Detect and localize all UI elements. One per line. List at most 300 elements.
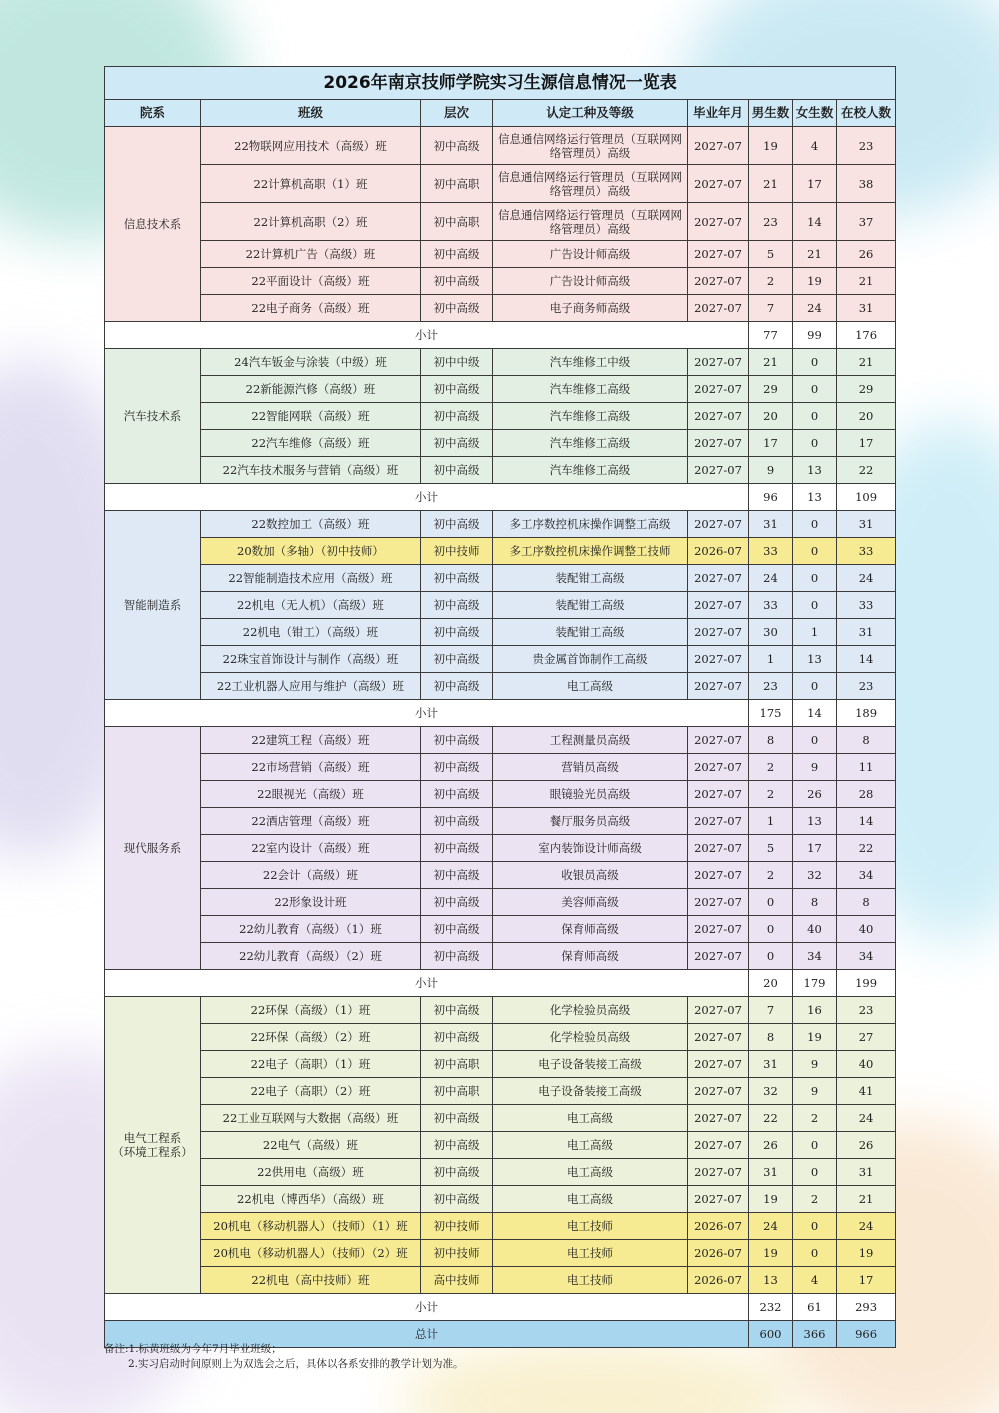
graduation-date-cell: 2027-07 <box>688 268 749 295</box>
female-count-cell: 0 <box>793 538 837 565</box>
subtotal-total: 189 <box>837 700 896 727</box>
subtotal-male: 20 <box>749 970 793 997</box>
table-row <box>105 1051 896 1078</box>
subtotal-row <box>105 1294 896 1321</box>
subtotal-male: 175 <box>749 700 793 727</box>
male-count-cell: 7 <box>749 997 793 1024</box>
total-count-cell: 26 <box>837 241 896 268</box>
class-name-cell: 22物联网应用技术（高级）班 <box>201 127 421 165</box>
certification-cell: 电工高级 <box>493 673 688 700</box>
class-name-cell: 20机电（移动机器人）（技师）（1）班 <box>201 1213 421 1240</box>
class-name-cell: 22计算机广告（高级）班 <box>201 241 421 268</box>
table-row <box>105 727 896 754</box>
male-count-cell: 8 <box>749 1024 793 1051</box>
female-count-cell: 13 <box>793 457 837 484</box>
class-name-cell: 22眼视光（高级）班 <box>201 781 421 808</box>
female-count-cell: 17 <box>793 835 837 862</box>
certification-cell: 电子商务师高级 <box>493 295 688 322</box>
subtotal-label: 小计 <box>105 484 749 511</box>
graduation-date-cell: 2027-07 <box>688 1132 749 1159</box>
female-count-cell: 0 <box>793 349 837 376</box>
table-row <box>105 754 896 781</box>
male-count-cell: 24 <box>749 1213 793 1240</box>
level-cell: 初中高级 <box>421 127 493 165</box>
note-1: 备注:1.标黄班级为今年7月毕业班级； <box>104 1343 282 1355</box>
class-name-cell: 22汽车维修（高级）班 <box>201 430 421 457</box>
total-count-cell: 31 <box>837 511 896 538</box>
certification-cell: 保育师高级 <box>493 916 688 943</box>
subtotal-row <box>105 322 896 349</box>
female-count-cell: 0 <box>793 1159 837 1186</box>
certification-cell: 电工高级 <box>493 1132 688 1159</box>
level-cell: 初中技师 <box>421 1240 493 1267</box>
graduation-date-cell: 2026-07 <box>688 538 749 565</box>
certification-cell: 汽车维修工高级 <box>493 430 688 457</box>
certification-cell: 装配钳工高级 <box>493 592 688 619</box>
certification-cell: 美容师高级 <box>493 889 688 916</box>
total-count-cell: 11 <box>837 754 896 781</box>
table-row <box>105 1240 896 1267</box>
subtotal-female: 14 <box>793 700 837 727</box>
total-count-cell: 40 <box>837 916 896 943</box>
subtotal-female: 61 <box>793 1294 837 1321</box>
class-name-cell: 22形象设计班 <box>201 889 421 916</box>
graduation-date-cell: 2027-07 <box>688 403 749 430</box>
female-count-cell: 0 <box>793 403 837 430</box>
subtotal-female: 99 <box>793 322 837 349</box>
female-count-cell: 9 <box>793 754 837 781</box>
class-name-cell: 22电子（高职）（2）班 <box>201 1078 421 1105</box>
table-row <box>105 862 896 889</box>
level-cell: 初中中级 <box>421 349 493 376</box>
male-count-cell: 2 <box>749 781 793 808</box>
level-cell: 初中高级 <box>421 727 493 754</box>
total-count-cell: 33 <box>837 538 896 565</box>
table-row <box>105 511 896 538</box>
total-count-cell: 29 <box>837 376 896 403</box>
class-name-cell: 20机电（移动机器人）（技师）（2）班 <box>201 1240 421 1267</box>
graduation-date-cell: 2027-07 <box>688 1078 749 1105</box>
level-cell: 初中高级 <box>421 1024 493 1051</box>
table-row <box>105 165 896 203</box>
subtotal-row <box>105 970 896 997</box>
subtotal-male: 96 <box>749 484 793 511</box>
class-name-cell: 22机电（博西华）（高级）班 <box>201 1186 421 1213</box>
certification-cell: 电工高级 <box>493 1105 688 1132</box>
male-count-cell: 29 <box>749 376 793 403</box>
total-count-cell: 21 <box>837 268 896 295</box>
class-name-cell: 22电子商务（高级）班 <box>201 295 421 322</box>
level-cell: 初中高级 <box>421 1132 493 1159</box>
total-count-cell: 34 <box>837 862 896 889</box>
graduation-date-cell: 2027-07 <box>688 997 749 1024</box>
class-name-cell: 22工业互联网与大数据（高级）班 <box>201 1105 421 1132</box>
table-row <box>105 127 896 165</box>
certification-cell: 多工序数控机床操作调整工技师 <box>493 538 688 565</box>
certification-cell: 汽车维修工中级 <box>493 349 688 376</box>
female-count-cell: 0 <box>793 1213 837 1240</box>
level-cell: 初中高级 <box>421 997 493 1024</box>
level-cell: 初中高职 <box>421 1078 493 1105</box>
level-cell: 初中高级 <box>421 916 493 943</box>
class-name-cell: 22珠宝首饰设计与制作（高级）班 <box>201 646 421 673</box>
total-count-cell: 20 <box>837 403 896 430</box>
class-name-cell: 22供用电（高级）班 <box>201 1159 421 1186</box>
notes <box>104 1342 464 1372</box>
level-cell: 初中高级 <box>421 1186 493 1213</box>
male-count-cell: 33 <box>749 538 793 565</box>
table-row <box>105 403 896 430</box>
certification-cell: 电工技师 <box>493 1267 688 1294</box>
certification-cell: 电子设备装接工高级 <box>493 1051 688 1078</box>
level-cell: 初中高级 <box>421 1159 493 1186</box>
level-cell: 高中技师 <box>421 1267 493 1294</box>
grand-total-label: 总计 <box>105 1321 749 1348</box>
total-count-cell: 8 <box>837 727 896 754</box>
female-count-cell: 19 <box>793 1024 837 1051</box>
male-count-cell: 7 <box>749 295 793 322</box>
female-count-cell: 40 <box>793 916 837 943</box>
subtotal-total: 109 <box>837 484 896 511</box>
class-name-cell: 22电子（高职）（1）班 <box>201 1051 421 1078</box>
female-count-cell: 0 <box>793 565 837 592</box>
female-count-cell: 9 <box>793 1051 837 1078</box>
female-count-cell: 0 <box>793 1240 837 1267</box>
subtotal-total: 293 <box>837 1294 896 1321</box>
graduation-date-cell: 2027-07 <box>688 349 749 376</box>
table-row <box>105 376 896 403</box>
female-count-cell: 0 <box>793 673 837 700</box>
table-row <box>105 1132 896 1159</box>
total-count-cell: 34 <box>837 943 896 970</box>
total-count-cell: 38 <box>837 165 896 203</box>
graduation-date-cell: 2027-07 <box>688 646 749 673</box>
level-cell: 初中高职 <box>421 165 493 203</box>
col-header-grad: 毕业年月 <box>688 100 749 127</box>
male-count-cell: 17 <box>749 430 793 457</box>
graduation-date-cell: 2027-07 <box>688 127 749 165</box>
male-count-cell: 33 <box>749 592 793 619</box>
female-count-cell: 2 <box>793 1105 837 1132</box>
certification-cell: 电工高级 <box>493 1186 688 1213</box>
level-cell: 初中高级 <box>421 295 493 322</box>
certification-cell: 装配钳工高级 <box>493 565 688 592</box>
table-row <box>105 781 896 808</box>
certification-cell: 广告设计师高级 <box>493 268 688 295</box>
female-count-cell: 0 <box>793 430 837 457</box>
table-row <box>105 943 896 970</box>
male-count-cell: 20 <box>749 403 793 430</box>
total-count-cell: 23 <box>837 673 896 700</box>
graduation-date-cell: 2027-07 <box>688 754 749 781</box>
total-count-cell: 8 <box>837 889 896 916</box>
class-name-cell: 22汽车技术服务与营销（高级）班 <box>201 457 421 484</box>
level-cell: 初中技师 <box>421 1213 493 1240</box>
dept-name-cell: 汽车技术系 <box>105 349 201 484</box>
certification-cell: 电工技师 <box>493 1240 688 1267</box>
male-count-cell: 9 <box>749 457 793 484</box>
level-cell: 初中高职 <box>421 203 493 241</box>
male-count-cell: 26 <box>749 1132 793 1159</box>
level-cell: 初中高级 <box>421 646 493 673</box>
total-count-cell: 24 <box>837 1105 896 1132</box>
col-header-male: 男生数 <box>749 100 793 127</box>
subtotal-row <box>105 484 896 511</box>
graduation-date-cell: 2027-07 <box>688 241 749 268</box>
female-count-cell: 34 <box>793 943 837 970</box>
level-cell: 初中高级 <box>421 268 493 295</box>
total-count-cell: 23 <box>837 127 896 165</box>
class-name-cell: 22幼儿教育（高级）（2）班 <box>201 943 421 970</box>
female-count-cell: 16 <box>793 997 837 1024</box>
graduation-date-cell: 2027-07 <box>688 565 749 592</box>
table-row <box>105 916 896 943</box>
graduation-date-cell: 2026-07 <box>688 1240 749 1267</box>
total-count-cell: 41 <box>837 1078 896 1105</box>
table-row <box>105 241 896 268</box>
col-header-level: 层次 <box>421 100 493 127</box>
class-name-cell: 22新能源汽修（高级）班 <box>201 376 421 403</box>
male-count-cell: 32 <box>749 1078 793 1105</box>
male-count-cell: 5 <box>749 835 793 862</box>
certification-cell: 眼镜验光员高级 <box>493 781 688 808</box>
info-table-sheet <box>104 66 895 1348</box>
level-cell: 初中高级 <box>421 835 493 862</box>
table-row <box>105 1159 896 1186</box>
dept-name-cell: 信息技术系 <box>105 127 201 322</box>
level-cell: 初中高职 <box>421 1051 493 1078</box>
subtotal-label: 小计 <box>105 322 749 349</box>
total-count-cell: 40 <box>837 1051 896 1078</box>
male-count-cell: 31 <box>749 511 793 538</box>
subtotal-label: 小计 <box>105 1294 749 1321</box>
female-count-cell: 19 <box>793 268 837 295</box>
subtotal-total: 176 <box>837 322 896 349</box>
grand-total-female: 366 <box>793 1321 837 1348</box>
level-cell: 初中高级 <box>421 781 493 808</box>
total-count-cell: 23 <box>837 997 896 1024</box>
male-count-cell: 21 <box>749 349 793 376</box>
level-cell: 初中高级 <box>421 1105 493 1132</box>
male-count-cell: 2 <box>749 862 793 889</box>
table-row <box>105 295 896 322</box>
graduation-date-cell: 2027-07 <box>688 1186 749 1213</box>
graduation-date-cell: 2027-07 <box>688 862 749 889</box>
subtotal-male: 77 <box>749 322 793 349</box>
level-cell: 初中高级 <box>421 457 493 484</box>
certification-cell: 信息通信网络运行管理员（互联网网络管理员）高级 <box>493 165 688 203</box>
level-cell: 初中技师 <box>421 538 493 565</box>
table-row <box>105 1105 896 1132</box>
female-count-cell: 0 <box>793 376 837 403</box>
level-cell: 初中高级 <box>421 808 493 835</box>
dept-name-line: 电气工程系 <box>123 1131 182 1145</box>
certification-cell: 信息通信网络运行管理员（互联网网络管理员）高级 <box>493 203 688 241</box>
male-count-cell: 22 <box>749 1105 793 1132</box>
class-name-cell: 22智能制造技术应用（高级）班 <box>201 565 421 592</box>
male-count-cell: 19 <box>749 127 793 165</box>
total-count-cell: 31 <box>837 295 896 322</box>
graduation-date-cell: 2027-07 <box>688 781 749 808</box>
male-count-cell: 21 <box>749 165 793 203</box>
level-cell: 初中高级 <box>421 754 493 781</box>
class-name-cell: 22环保（高级）（1）班 <box>201 997 421 1024</box>
female-count-cell: 13 <box>793 646 837 673</box>
graduation-date-cell: 2027-07 <box>688 916 749 943</box>
level-cell: 初中高级 <box>421 619 493 646</box>
table-row <box>105 430 896 457</box>
female-count-cell: 0 <box>793 511 837 538</box>
class-name-cell: 22会计（高级）班 <box>201 862 421 889</box>
male-count-cell: 1 <box>749 808 793 835</box>
class-name-cell: 22智能网联（高级）班 <box>201 403 421 430</box>
class-name-cell: 22建筑工程（高级）班 <box>201 727 421 754</box>
class-name-cell: 22计算机高职（2）班 <box>201 203 421 241</box>
certification-cell: 电工技师 <box>493 1213 688 1240</box>
table-row <box>105 1024 896 1051</box>
total-count-cell: 24 <box>837 1213 896 1240</box>
graduation-date-cell: 2027-07 <box>688 376 749 403</box>
grand-total-male: 600 <box>749 1321 793 1348</box>
graduation-date-cell: 2027-07 <box>688 430 749 457</box>
male-count-cell: 0 <box>749 916 793 943</box>
female-count-cell: 4 <box>793 1267 837 1294</box>
total-count-cell: 37 <box>837 203 896 241</box>
male-count-cell: 8 <box>749 727 793 754</box>
graduation-date-cell: 2027-07 <box>688 1159 749 1186</box>
table-row <box>105 808 896 835</box>
male-count-cell: 2 <box>749 268 793 295</box>
class-name-cell: 22酒店管理（高级）班 <box>201 808 421 835</box>
certification-cell: 工程测量员高级 <box>493 727 688 754</box>
certification-cell: 汽车维修工高级 <box>493 403 688 430</box>
total-count-cell: 21 <box>837 1186 896 1213</box>
female-count-cell: 0 <box>793 727 837 754</box>
table-row <box>105 1267 896 1294</box>
male-count-cell: 19 <box>749 1186 793 1213</box>
female-count-cell: 1 <box>793 619 837 646</box>
dept-name-line: （环境工程系） <box>112 1145 193 1159</box>
female-count-cell: 14 <box>793 203 837 241</box>
class-name-cell: 22电气（高级）班 <box>201 1132 421 1159</box>
class-name-cell: 22数控加工（高级）班 <box>201 511 421 538</box>
note-2: 2.实习启动时间原则上为双选会之后，具体以各系安排的教学计划为准。 <box>128 1358 464 1370</box>
male-count-cell: 23 <box>749 203 793 241</box>
total-count-cell: 14 <box>837 646 896 673</box>
graduation-date-cell: 2027-07 <box>688 808 749 835</box>
male-count-cell: 0 <box>749 889 793 916</box>
table-row <box>105 592 896 619</box>
total-count-cell: 28 <box>837 781 896 808</box>
dept-name-cell <box>105 997 201 1294</box>
class-name-cell: 20数加（多轴）（初中技师） <box>201 538 421 565</box>
female-count-cell: 8 <box>793 889 837 916</box>
female-count-cell: 2 <box>793 1186 837 1213</box>
level-cell: 初中高级 <box>421 376 493 403</box>
graduation-date-cell: 2027-07 <box>688 295 749 322</box>
subtotal-male: 232 <box>749 1294 793 1321</box>
col-header-cert: 认定工种及等级 <box>493 100 688 127</box>
table-row <box>105 997 896 1024</box>
female-count-cell: 17 <box>793 165 837 203</box>
male-count-cell: 19 <box>749 1240 793 1267</box>
graduation-date-cell: 2027-07 <box>688 673 749 700</box>
level-cell: 初中高级 <box>421 403 493 430</box>
level-cell: 初中高级 <box>421 943 493 970</box>
table-row <box>105 349 896 376</box>
level-cell: 初中高级 <box>421 511 493 538</box>
graduation-date-cell: 2027-07 <box>688 1024 749 1051</box>
male-count-cell: 0 <box>749 943 793 970</box>
graduation-date-cell: 2027-07 <box>688 511 749 538</box>
col-header-total: 在校人数 <box>837 100 896 127</box>
male-count-cell: 1 <box>749 646 793 673</box>
graduation-date-cell: 2027-07 <box>688 457 749 484</box>
total-count-cell: 26 <box>837 1132 896 1159</box>
certification-cell: 汽车维修工高级 <box>493 376 688 403</box>
certification-cell: 装配钳工高级 <box>493 619 688 646</box>
page-title: 2026年南京技师学院实习生源信息情况一览表 <box>105 67 896 100</box>
male-count-cell: 5 <box>749 241 793 268</box>
female-count-cell: 26 <box>793 781 837 808</box>
total-count-cell: 24 <box>837 565 896 592</box>
certification-cell: 化学检验员高级 <box>493 997 688 1024</box>
level-cell: 初中高级 <box>421 862 493 889</box>
male-count-cell: 31 <box>749 1051 793 1078</box>
certification-cell: 电工高级 <box>493 1159 688 1186</box>
total-count-cell: 14 <box>837 808 896 835</box>
class-name-cell: 22机电（无人机）（高级）班 <box>201 592 421 619</box>
subtotal-label: 小计 <box>105 970 749 997</box>
table-row <box>105 889 896 916</box>
dept-name-cell: 智能制造系 <box>105 511 201 700</box>
table-row <box>105 1186 896 1213</box>
certification-cell: 收银员高级 <box>493 862 688 889</box>
total-count-cell: 17 <box>837 430 896 457</box>
male-count-cell: 30 <box>749 619 793 646</box>
intern-info-table <box>104 66 896 1348</box>
class-name-cell: 22环保（高级）（2）班 <box>201 1024 421 1051</box>
graduation-date-cell: 2027-07 <box>688 165 749 203</box>
class-name-cell: 24汽车钣金与涂装（中级）班 <box>201 349 421 376</box>
graduation-date-cell: 2027-07 <box>688 727 749 754</box>
level-cell: 初中高级 <box>421 673 493 700</box>
table-row <box>105 203 896 241</box>
male-count-cell: 2 <box>749 754 793 781</box>
subtotal-row <box>105 700 896 727</box>
level-cell: 初中高级 <box>421 241 493 268</box>
certification-cell: 广告设计师高级 <box>493 241 688 268</box>
col-header-female: 女生数 <box>793 100 837 127</box>
certification-cell: 汽车维修工高级 <box>493 457 688 484</box>
female-count-cell: 21 <box>793 241 837 268</box>
total-count-cell: 31 <box>837 1159 896 1186</box>
certification-cell: 保育师高级 <box>493 943 688 970</box>
table-row <box>105 646 896 673</box>
graduation-date-cell: 2027-07 <box>688 203 749 241</box>
female-count-cell: 4 <box>793 127 837 165</box>
total-count-cell: 31 <box>837 619 896 646</box>
table-row <box>105 268 896 295</box>
female-count-cell: 32 <box>793 862 837 889</box>
subtotal-female: 179 <box>793 970 837 997</box>
certification-cell: 贵金属首饰制作工高级 <box>493 646 688 673</box>
subtotal-total: 199 <box>837 970 896 997</box>
graduation-date-cell: 2027-07 <box>688 835 749 862</box>
total-count-cell: 21 <box>837 349 896 376</box>
certification-cell: 信息通信网络运行管理员（互联网网络管理员）高级 <box>493 127 688 165</box>
table-row <box>105 1078 896 1105</box>
